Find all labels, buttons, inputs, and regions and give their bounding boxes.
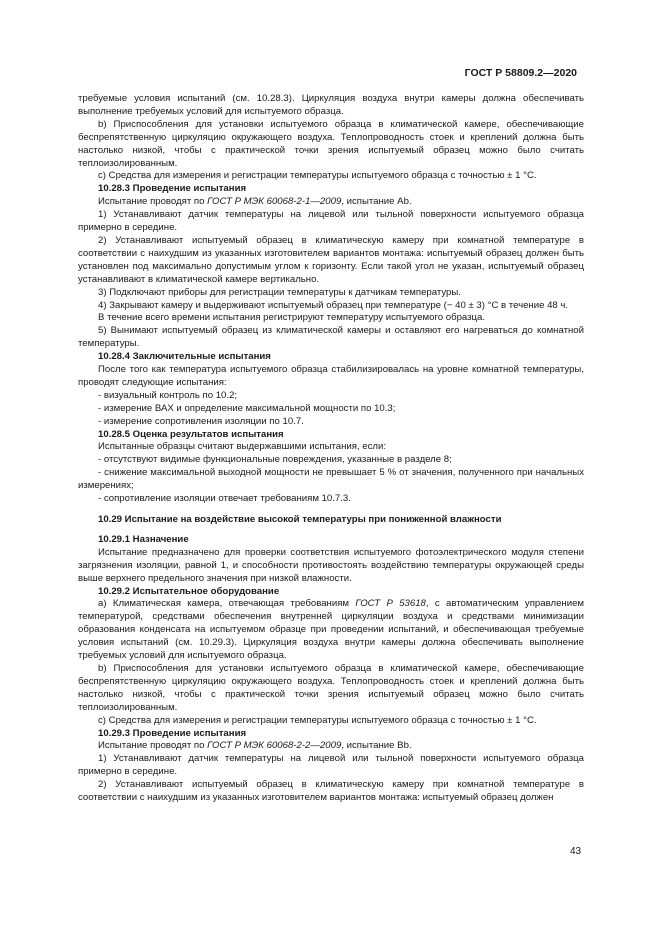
paragraph: [78, 740, 584, 753]
paragraph: требуемые условия испытаний (см. 10.28.3). Циркуляция воздуха внутри камеры должна обеспечивать выполнение требуемых условий для испытуемого образца.: [78, 93, 584, 117]
text: , испытание Bb.: [341, 740, 412, 752]
subsection-heading: 10.28.4 Заключительные испытания: [98, 351, 271, 363]
standard-reference: ГОСТ Р МЭК 60068-2-1—2009: [207, 196, 342, 208]
paragraph: b) Приспособления для установки испытуемого образца в климатической камере, обеспечивающие беспрепятственную циркуляцию окружающего воздуха. Теплопроводность стоек и креплений должна быть настолько низкой, чтобы с практической точки зрения испытуемый образец можно было считать теплоизолированным.: [78, 662, 584, 713]
subsection-heading: 10.29.2 Испытательное оборудование: [98, 585, 280, 597]
text: а) Климатическая камера, отвечающая требованиям: [98, 598, 356, 610]
list-item: - измерение сопротивления изоляции по 10.7.: [98, 415, 304, 427]
paragraph: В течение всего времени испытания регистрируют температуру испытуемого образца.: [98, 312, 486, 324]
paragraph: 2) Устанавливают испытуемый образец в климатическую камеру при комнатной температуре в соответствии с наихудшим из указанных изготовителем вариантов монтажа: испытуемый образец должен быть установлен под максимально допустимым углом к горизонту. Если такой угол не указан, испытуемый образец устанавливают в климатической камере вертикально.: [78, 234, 584, 285]
subsection-heading: 10.28.3 Проведение испытания: [98, 183, 247, 195]
paragraph: 5) Вынимают испытуемый образец из климатической камеры и оставляют его нагреваться до комнатной температуры.: [78, 325, 584, 350]
paragraph: 4) Закрывают камеру и выдерживают испытуемый образец при температуре (− 40 ± 3) °С в течение 48 ч.: [98, 299, 569, 311]
list-item: - сопротивление изоляции отвечает требованиям 10.7.3.: [98, 493, 351, 505]
paragraph: b) Приспособления для установки испытуемого образца в климатической камере, обеспечивающие беспрепятственную циркуляцию окружающего воздуха. Теплопроводность стоек и креплений должна быть настолько низкой, чтобы с практической точки зрения испытуемый образец можно было считать теплоизолированным.: [78, 118, 584, 169]
paragraph: 1) Устанавливают датчик температуры на лицевой или тыльной поверхности испытуемого образца примерно в середине.: [78, 209, 584, 234]
paragraph: Испытание предназначено для проверки соответствия испытуемого фотоэлектрического модуля степени загрязнения изоляции, равной 1, и способности противостоять воздействию температуры окружающей среды выше верхнего предельного значения при низкой влажности.: [78, 546, 584, 584]
standard-reference: ГОСТ Р 53618: [355, 598, 426, 610]
list-item: - визуальный контроль по 10.2;: [98, 389, 238, 401]
list-item: - снижение максимальной выходной мощности не превышает 5 % от значения, полученного при начальных измерениях;: [78, 467, 584, 492]
paragraph: 3) Подключают приборы для регистрации температуры к датчикам температуры.: [98, 286, 461, 298]
list-item: - отсутствуют видимые функциональные повреждения, указанные в разделе 8;: [98, 454, 452, 466]
page-body: [78, 93, 584, 805]
section-heading: 10.29 Испытание на воздействие высокой температуры при пониженной влажности: [98, 514, 502, 525]
text: , испытание Ab.: [341, 196, 412, 208]
standard-number: ГОСТ Р 58809.2—2020: [464, 67, 577, 79]
page-number: 43: [570, 846, 582, 857]
text: Испытание проводят по: [98, 740, 208, 752]
paragraph: Испытанные образцы считают выдержавшими испытания, если:: [98, 441, 387, 453]
standard-reference: ГОСТ Р МЭК 60068-2-2—2009: [207, 740, 342, 752]
paragraph: 1) Устанавливают датчик температуры на лицевой или тыльной поверхности испытуемого образца примерно в середине.: [78, 753, 584, 778]
subsection-heading: 10.29.1 Назначение: [98, 533, 189, 545]
text: , с автоматическим управлением температурой, средствами обеспечения внутренней циркуляции воздуха и средствами минимизации образования конденсата на испытуемом образце при проведении испытаний, и обеспечивающая требуемые условия испытаний (см. 10.29.3). Циркуляция воздуха внутри камеры должна обеспечивать выполнение требуемых условий для испытуемого образца.: [78, 598, 584, 662]
text: Испытание проводят по: [98, 196, 208, 208]
subsection-heading: 10.28.5 Оценка результатов испытания: [98, 428, 284, 440]
paragraph: [78, 598, 584, 663]
paragraph: c) Средства для измерения и регистрации температуры испытуемого образца с точностью ± 1 °С.: [98, 714, 537, 726]
paragraph: c) Средства для измерения и регистрации температуры испытуемого образца с точностью ± 1 °С.: [98, 170, 537, 182]
list-item: - измерение ВАХ и определение максимальной мощности по 10.3;: [98, 402, 396, 414]
subsection-heading: 10.29.3 Проведение испытания: [98, 727, 247, 739]
paragraph: После того как температура испытуемого образца стабилизировалась на уровне комнатной температуры, проводят следующие испытания:: [78, 364, 584, 388]
paragraph: 2) Устанавливают испытуемый образец в климатическую камеру при комнатной температуре в соответствии с наихудшим из указанных изготовителем вариантов монтажа: испытуемый образец должен: [78, 779, 584, 804]
paragraph: [78, 196, 584, 209]
